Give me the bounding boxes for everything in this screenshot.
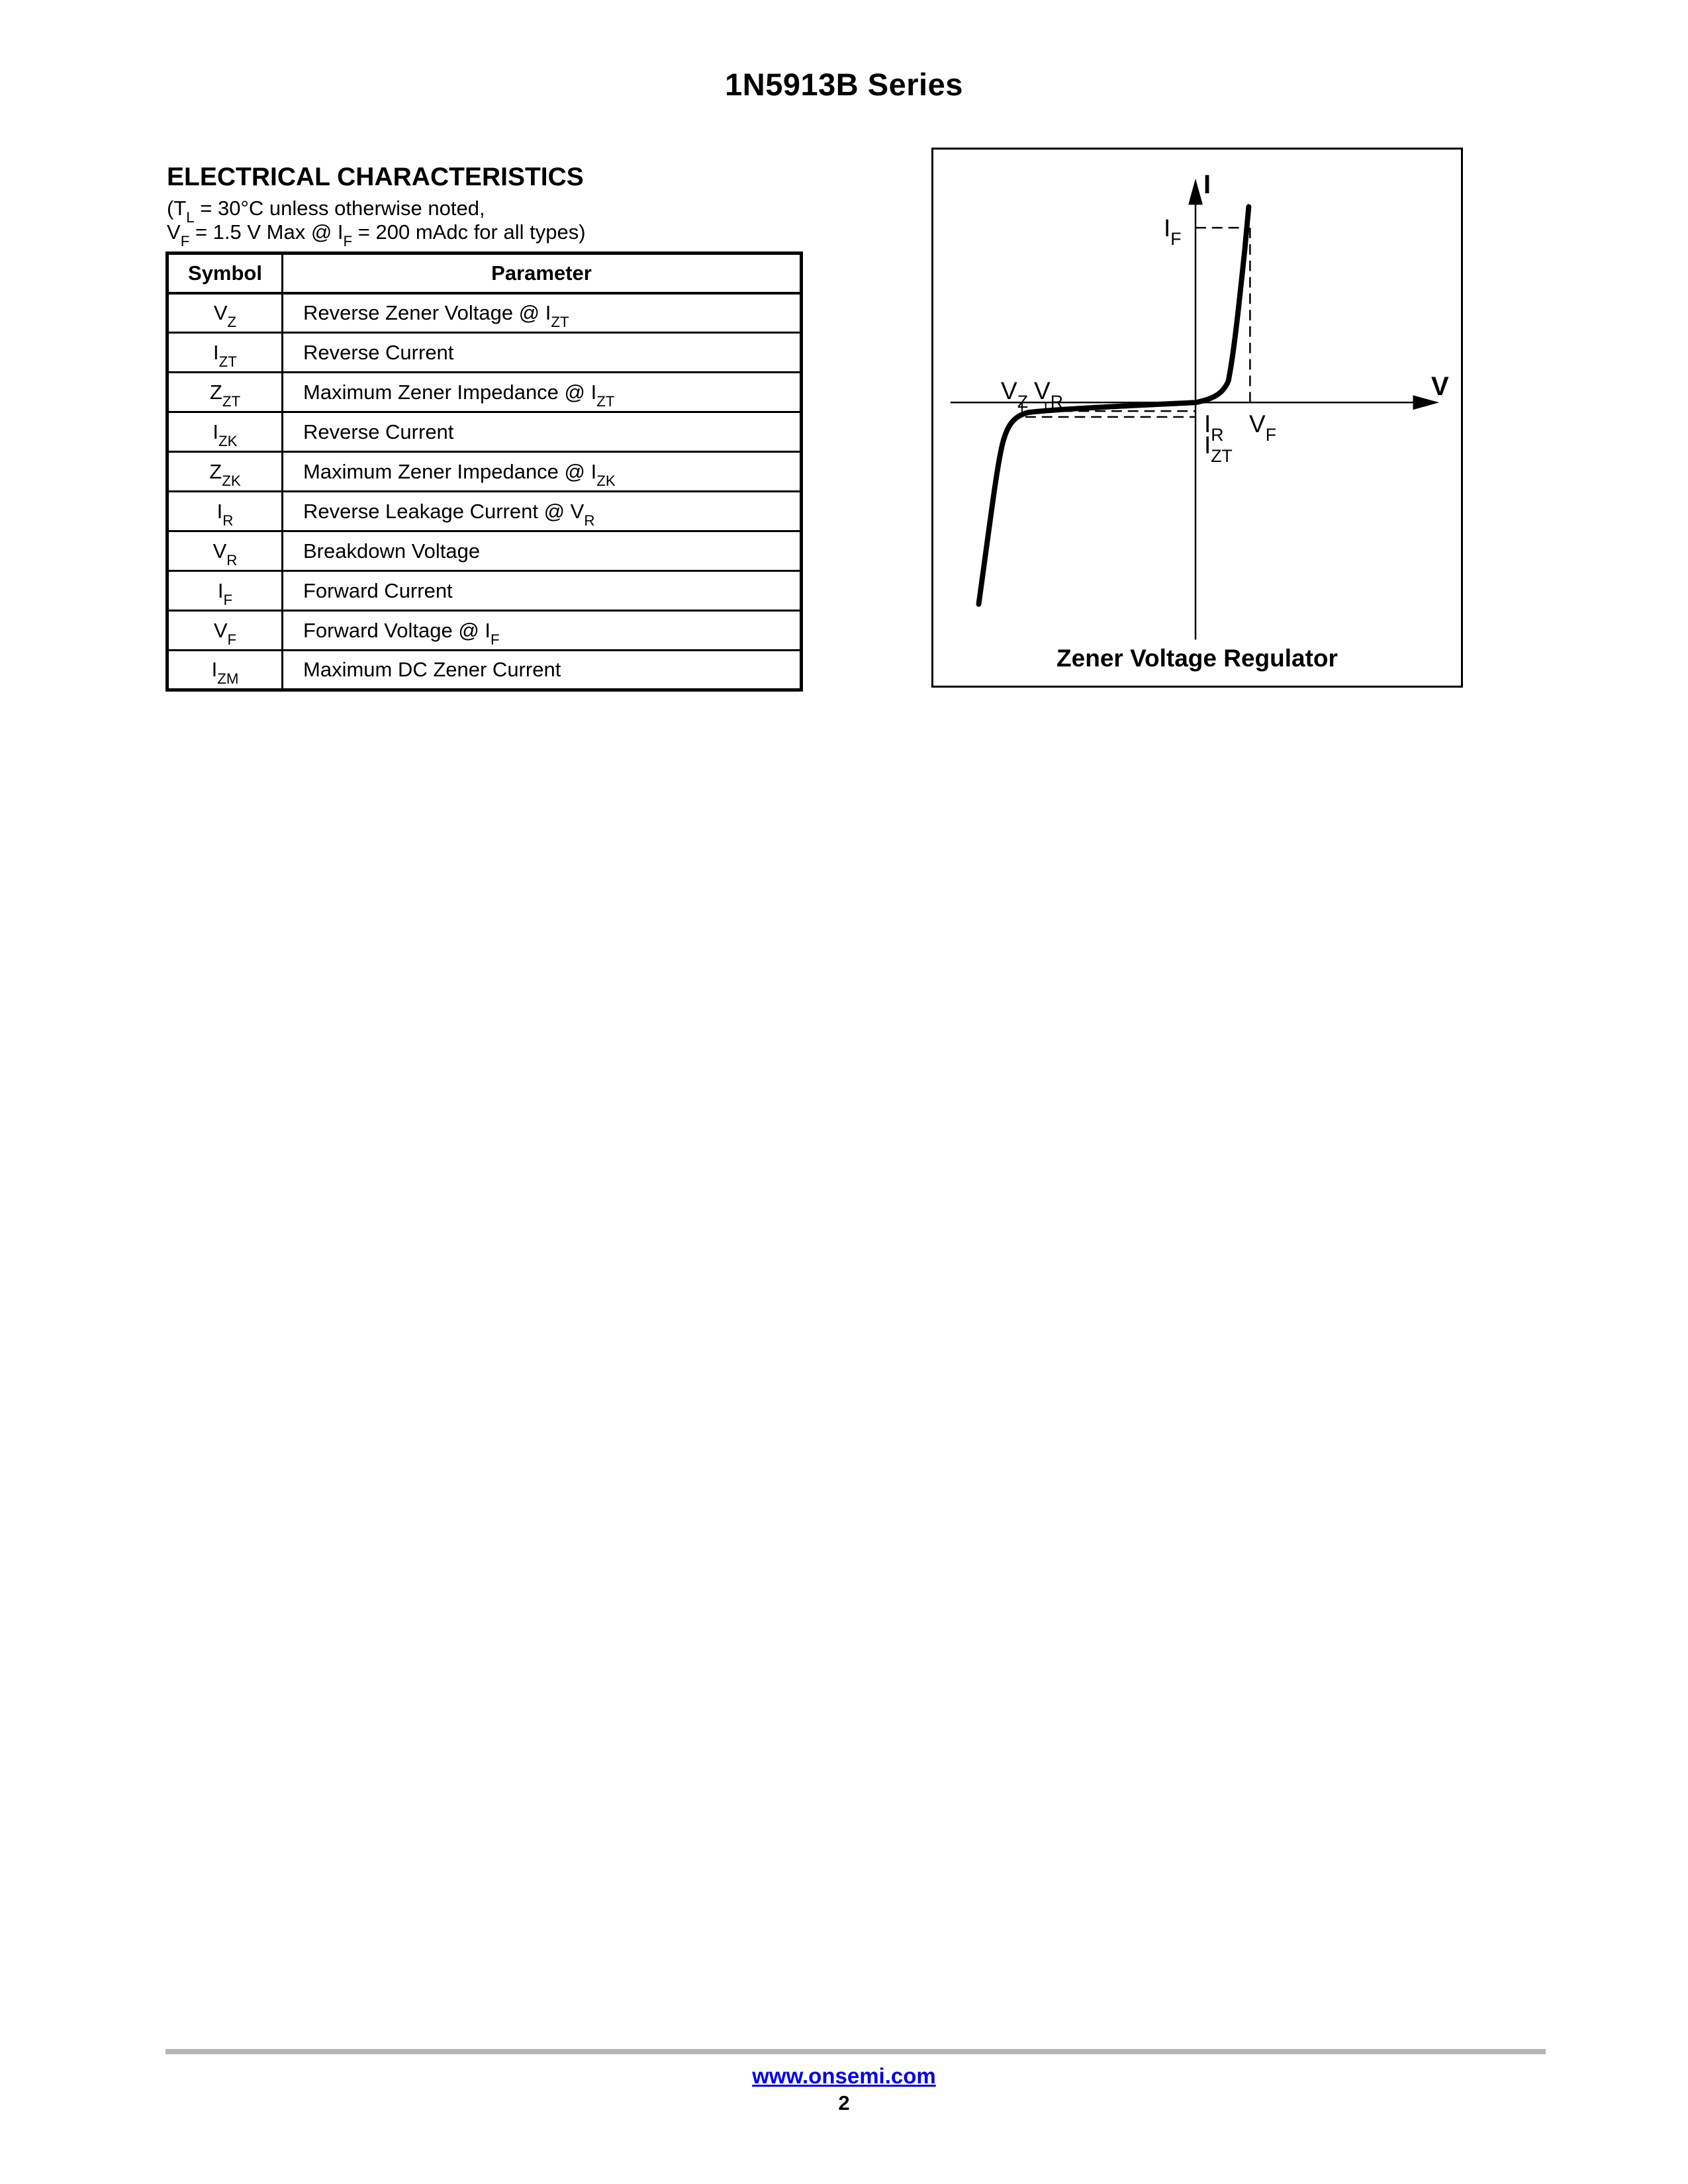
vr-label: $V_R$ [1034, 377, 1063, 412]
table-row [167, 531, 802, 571]
table-row [167, 452, 802, 492]
zener-iv-figure [931, 148, 1463, 688]
parameter-cell: Maximum Zener Impedance @ $I_{ZK}$ [283, 452, 802, 492]
page-number: 2 [838, 2091, 850, 2115]
table-row [167, 333, 802, 373]
symbol-cell: $I_{ZK}$ [167, 412, 283, 452]
table-row [167, 412, 802, 452]
page-title: 1N5913B Series [725, 67, 963, 102]
parameter-cell: Reverse Leakage Current @ $V_R$ [283, 492, 802, 531]
symbol-cell: $I_{ZT}$ [167, 333, 283, 373]
conditions-line-1: ($T_L = 30^\circ C$ unless otherwise noted, [167, 197, 485, 226]
column-header-parameter: Parameter [283, 253, 802, 293]
symbol-cell: $I_{ZM}$ [167, 651, 283, 690]
parameter-cell: Reverse Current [283, 412, 802, 452]
conditions-line-2: $V_F = 1.5$ V Max @ $I_F = 200$ mAdc for all types) [167, 220, 586, 250]
column-header-symbol: Symbol [167, 253, 283, 293]
parameter-cell: Forward Current [283, 571, 802, 611]
parameters-table [165, 251, 803, 692]
symbol-cell: $I_F$ [167, 571, 283, 611]
table-row [167, 293, 802, 333]
v-axis-label: V [1431, 372, 1449, 401]
i-axis-arrowhead-icon [1188, 179, 1203, 205]
parameter-cell: Reverse Current [283, 333, 802, 373]
footer-link[interactable]: www.onsemi.com [752, 2064, 936, 2088]
footer-divider [165, 2049, 1546, 2054]
vz-label: $V_Z$ [1001, 377, 1028, 412]
symbol-cell: $Z_{ZT}$ [167, 373, 283, 412]
i-axis-label: I [1203, 170, 1211, 199]
parameter-cell: Forward Voltage @ $I_F$ [283, 611, 802, 651]
izt-label: $I_{ZT}$ [1204, 432, 1233, 467]
table-row [167, 611, 802, 651]
table-row [167, 373, 802, 412]
table-row [167, 492, 802, 531]
vf-label: $V_F$ [1249, 410, 1276, 445]
symbol-cell: $V_R$ [167, 531, 283, 571]
table-row [167, 651, 802, 690]
symbol-cell: $V_F$ [167, 611, 283, 651]
iv-curve-plot [933, 150, 1461, 686]
figure-caption: Zener Voltage Regulator [1056, 645, 1338, 672]
parameter-cell: Reverse Zener Voltage @ $I_{ZT}$ [283, 293, 802, 333]
table-header-row [167, 253, 802, 293]
parameter-cell: Breakdown Voltage [283, 531, 802, 571]
table-row [167, 571, 802, 611]
ir-label: $I_R$ [1204, 410, 1224, 445]
symbol-cell: $Z_{ZK}$ [167, 452, 283, 492]
parameter-cell: Maximum DC Zener Current [283, 651, 802, 690]
symbol-cell: $I_R$ [167, 492, 283, 531]
if-label: $I_F$ [1164, 214, 1182, 250]
symbol-cell: $V_Z$ [167, 293, 283, 333]
parameter-cell: Maximum Zener Impedance @ $I_{ZT}$ [283, 373, 802, 412]
section-heading: ELECTRICAL CHARACTERISTICS [167, 163, 584, 191]
